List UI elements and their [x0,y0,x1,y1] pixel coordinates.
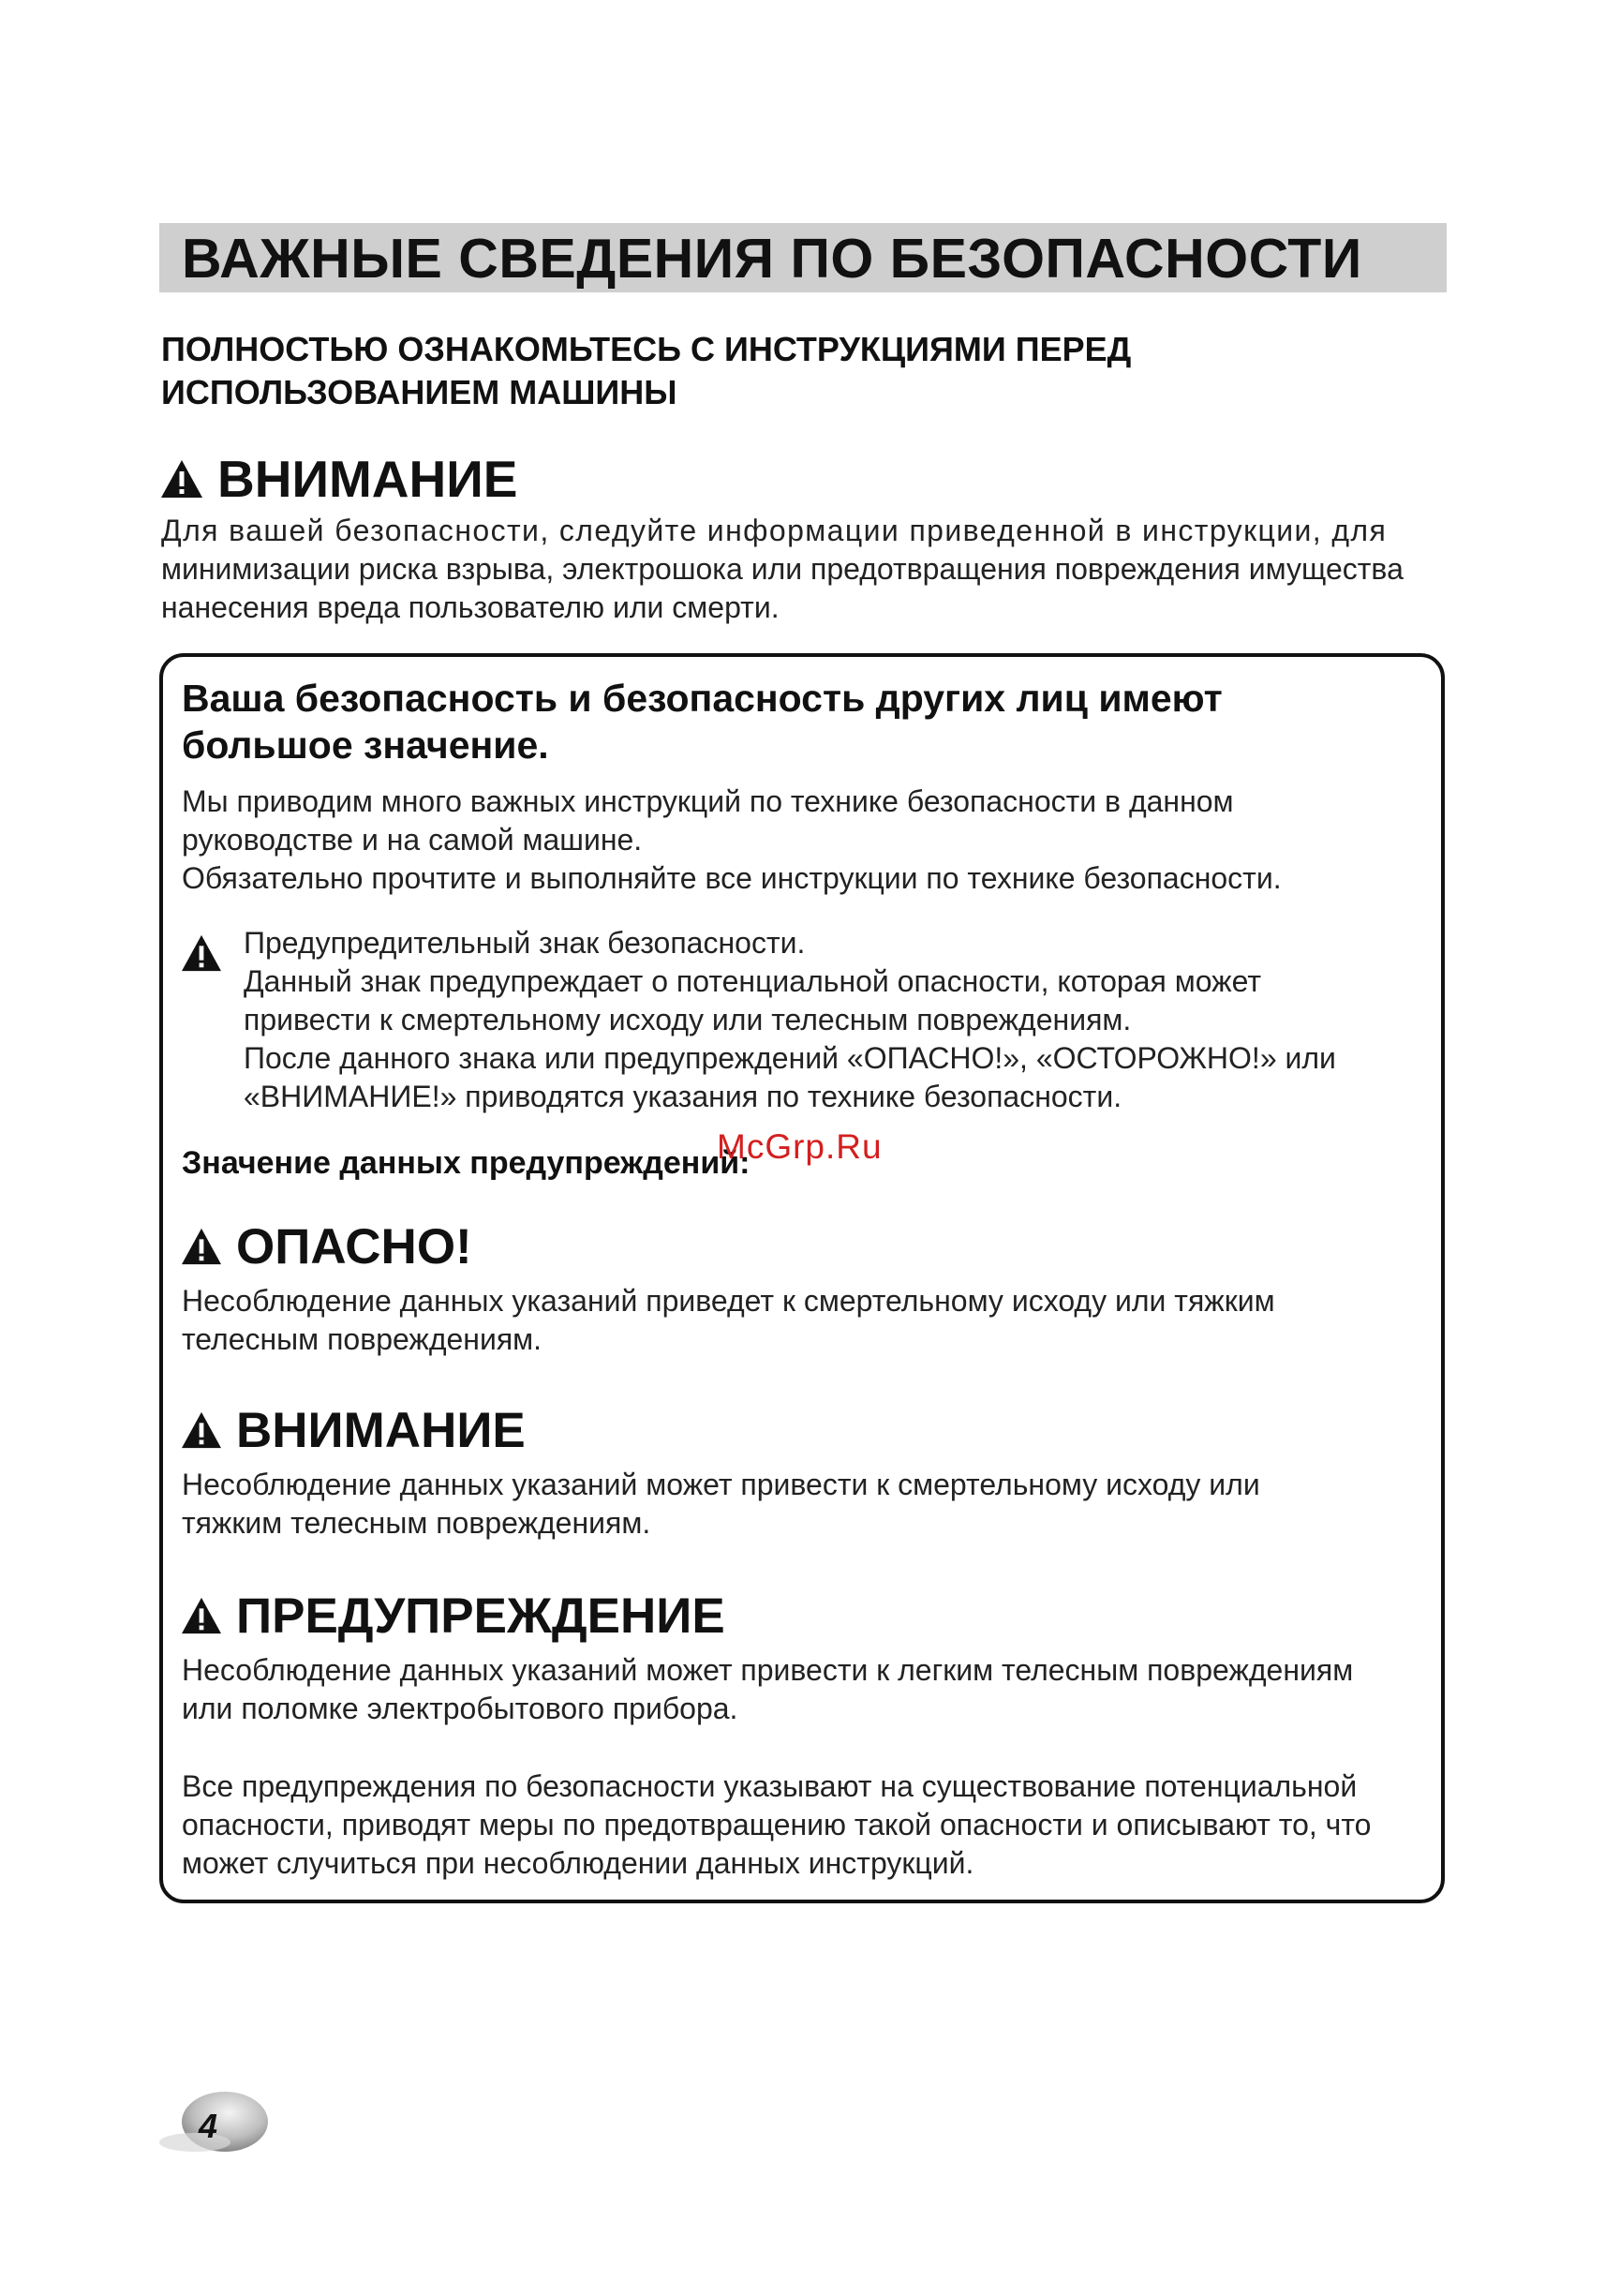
warning-line: Несоблюдение данных указаний может привести к смертельному исходу или [182,1468,1260,1501]
danger-text [182,1282,1428,1359]
warning-heading [180,1400,526,1460]
closing-line: опасности, приводят меры по предотвращению такой опасности и описывают то, что [182,1808,1372,1841]
warning-heading-label: ВНИМАНИЕ [236,1402,526,1458]
box-text-line: Обязательно прочтите и выполняйте все инструкции по технике безопасности. [182,861,1282,895]
warning-triangle-icon [180,1227,223,1266]
danger-heading-label: ОПАСНО! [236,1218,472,1275]
box-text-line: руководстве и на самой машине. [182,823,643,857]
warning-triangle-icon [180,1410,223,1450]
symbol-line: После данного знака или предупреждений «ОПАСНО!», «ОСТОРОЖНО!» или [244,1041,1336,1075]
caution-text [182,1651,1428,1728]
warning-triangle-icon [159,458,204,499]
warning-line: тяжким телесным повреждениям. [182,1506,651,1540]
symbol-line: «ВНИМАНИЕ!» приводятся указания по технике безопасности. [244,1080,1122,1113]
subheading [161,328,1454,414]
symbol-line: Предупредительный знак безопасности. [244,926,806,960]
warning-triangle-icon [180,1596,223,1635]
closing-line: может случиться при несоблюдении данных инструкций. [182,1846,974,1880]
watermark: McGrp.Ru [717,1127,883,1166]
symbol-text [244,924,1434,1116]
page-number: 4 [199,2107,218,2145]
intro-warning-heading [159,448,517,510]
subheading-line: ИСПОЛЬЗОВАНИЕМ МАШИНЫ [161,373,677,411]
intro-line: Для вашей безопасности, следуйте информации приведенной в инструкции, для [161,514,1388,547]
intro-line: нанесения вреда пользователю или смерти. [161,590,780,624]
intro-line: минимизации риска взрыва, электрошока или предотвращения повреждения имущества [161,552,1404,586]
caution-line: Несоблюдение данных указаний может привести к легким телесным повреждениям [182,1653,1354,1687]
box-text-line: Мы приводим много важных инструкций по технике безопасности в данном [182,784,1234,818]
danger-line: Несоблюдение данных указаний приведет к смертельному исходу или тяжким [182,1284,1275,1318]
meaning-label: Значение данных предупреждений: [182,1145,750,1181]
closing-line: Все предупреждения по безопасности указывают на существование потенциальной [182,1769,1358,1803]
symbol-line: привести к смертельному исходу или телесным повреждениям. [244,1003,1132,1036]
warning-triangle-icon [180,933,223,973]
intro-heading-label: ВНИМАНИЕ [217,450,518,508]
warning-text [182,1466,1428,1543]
caution-heading-label: ПРЕДУПРЕЖДЕНИЕ [236,1588,725,1644]
danger-heading [180,1216,472,1276]
box-heading [182,675,1419,768]
closing-text [182,1767,1428,1883]
subheading-line: ПОЛНОСТЬЮ ОЗНАКОМЬТЕСЬ С ИНСТРУКЦИЯМИ ПЕРЕД [161,330,1132,368]
page-title: ВАЖНЫЕ СВЕДЕНИЯ ПО БЕЗОПАСНОСТИ [182,228,1362,290]
intro-text [161,512,1449,627]
box-heading-line: Ваша безопасность и безопасность других лиц имеют [182,677,1223,720]
caution-heading [180,1586,725,1646]
danger-line: телесным повреждениям. [182,1322,542,1356]
box-heading-line: большое значение. [182,723,549,767]
title-bar [159,223,1447,292]
symbol-line: Данный знак предупреждает о потенциальной опасности, которая может [244,964,1261,998]
box-text [182,783,1419,898]
caution-line: или поломке электробытового прибора. [182,1692,738,1725]
